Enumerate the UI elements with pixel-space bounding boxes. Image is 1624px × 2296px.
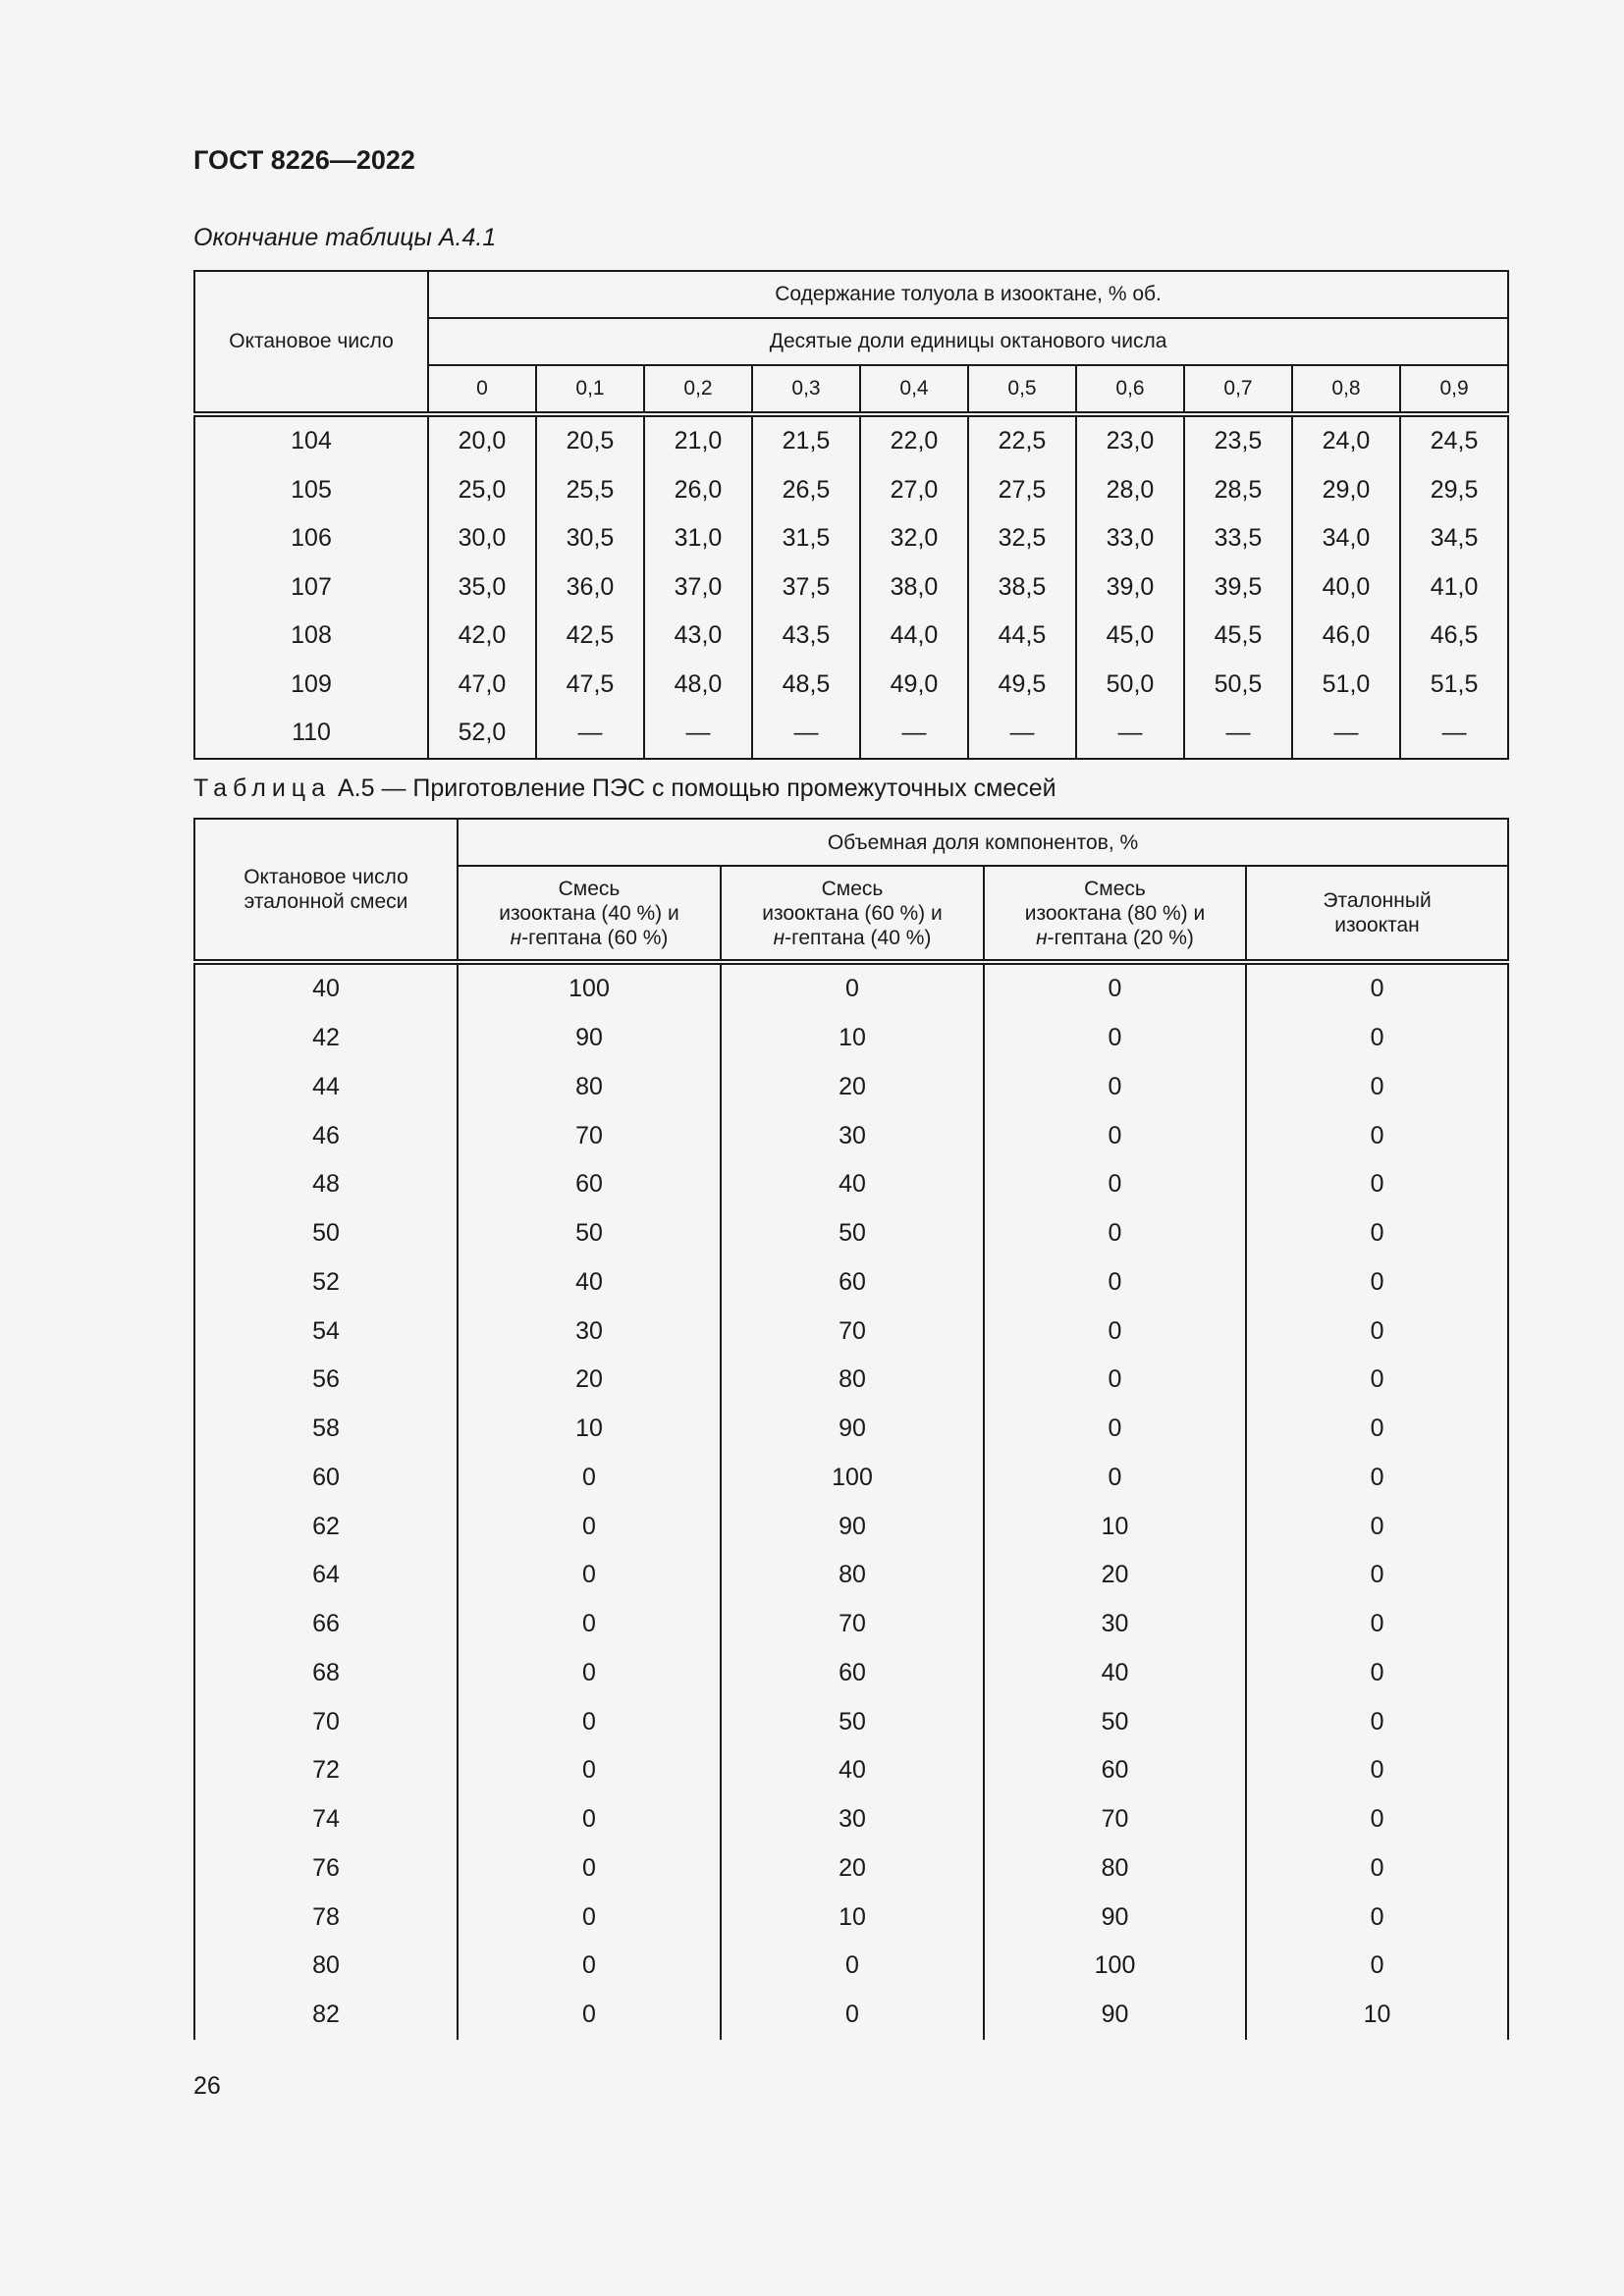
toluene-value-cell: 51,5 [1400, 661, 1508, 710]
toluene-value-cell: — [1184, 709, 1292, 759]
volume-fraction-cell: 0 [1246, 1258, 1508, 1308]
reference-octane-cell: 40 [194, 962, 458, 1014]
toluene-value-cell: 27,0 [860, 466, 968, 515]
reference-octane-cell: 60 [194, 1454, 458, 1503]
table-row [194, 1209, 1508, 1258]
volume-fraction-cell: 80 [721, 1551, 984, 1600]
volume-fraction-cell: 0 [984, 962, 1246, 1014]
col-header-line3 [985, 926, 1245, 950]
table-row [194, 1405, 1508, 1454]
toluene-value-cell: 23,0 [1076, 414, 1184, 466]
col-header-tenth: 0,1 [536, 365, 644, 414]
table1-caption: Окончание таблицы А.4.1 [193, 224, 497, 251]
volume-fraction-cell: 80 [721, 1356, 984, 1405]
reference-octane-cell: 42 [194, 1014, 458, 1063]
table-row [194, 1307, 1508, 1356]
volume-fraction-cell: 10 [721, 1014, 984, 1063]
table-row [194, 1356, 1508, 1405]
volume-fraction-cell: 0 [1246, 1209, 1508, 1258]
toluene-value-cell: 47,0 [428, 661, 536, 710]
reference-octane-cell: 62 [194, 1502, 458, 1551]
toluene-value-cell: 20,5 [536, 414, 644, 466]
col-header-tenth: 0 [428, 365, 536, 414]
toluene-value-cell: 49,0 [860, 661, 968, 710]
volume-fraction-cell: 0 [1246, 1454, 1508, 1503]
octane-number-cell: 106 [194, 514, 428, 563]
col-header-tenth: 0,3 [752, 365, 860, 414]
volume-fraction-cell: 0 [1246, 1356, 1508, 1405]
toluene-value-cell: 33,5 [1184, 514, 1292, 563]
page-number: 26 [193, 2072, 221, 2100]
toluene-value-cell: — [536, 709, 644, 759]
volume-fraction-cell: 90 [721, 1502, 984, 1551]
volume-fraction-cell: 20 [458, 1356, 721, 1405]
col-header-line2: изооктана (40 %) и [499, 901, 679, 925]
toluene-value-cell: 40,0 [1292, 563, 1400, 613]
reference-octane-cell: 70 [194, 1697, 458, 1746]
reference-octane-cell: 46 [194, 1111, 458, 1160]
volume-fraction-cell: 0 [1246, 1160, 1508, 1209]
toluene-value-cell: — [752, 709, 860, 759]
volume-fraction-cell: 0 [721, 962, 984, 1014]
volume-fraction-cell: 0 [1246, 1014, 1508, 1063]
col-header-tenth: 0,5 [968, 365, 1076, 414]
reference-octane-cell: 80 [194, 1942, 458, 1991]
volume-fraction-cell: 10 [1246, 1991, 1508, 2040]
volume-fraction-cell: 0 [984, 1209, 1246, 1258]
col-header-line2: изооктан [1334, 914, 1420, 936]
volume-fraction-cell: 0 [984, 1307, 1246, 1356]
document-title: ГОСТ 8226—2022 [193, 145, 415, 175]
table-a41 [193, 270, 1509, 760]
toluene-value-cell: 35,0 [428, 563, 536, 613]
volume-fraction-cell: 30 [984, 1600, 1246, 1649]
table-row [194, 1551, 1508, 1600]
volume-fraction-cell: 0 [1246, 1746, 1508, 1795]
col-header-tenth: 0,4 [860, 365, 968, 414]
toluene-value-cell: 52,0 [428, 709, 536, 759]
octane-number-cell: 107 [194, 563, 428, 613]
volume-fraction-cell: 100 [458, 962, 721, 1014]
volume-fraction-cell: 60 [721, 1258, 984, 1308]
reference-octane-cell: 82 [194, 1991, 458, 2040]
table-row [194, 1111, 1508, 1160]
toluene-value-cell: 48,5 [752, 661, 860, 710]
reference-octane-cell: 54 [194, 1307, 458, 1356]
volume-fraction-cell: 0 [984, 1356, 1246, 1405]
reference-octane-cell: 56 [194, 1356, 458, 1405]
volume-fraction-cell: 60 [721, 1649, 984, 1698]
volume-fraction-cell: 0 [458, 1795, 721, 1844]
volume-fraction-cell: 0 [458, 1600, 721, 1649]
row-header-line1: Октановое число [244, 866, 408, 888]
volume-fraction-cell: 0 [721, 1942, 984, 1991]
volume-fraction-cell: 20 [721, 1844, 984, 1894]
toluene-value-cell: 49,5 [968, 661, 1076, 710]
volume-fraction-cell: 0 [1246, 1063, 1508, 1112]
reference-octane-cell: 76 [194, 1844, 458, 1894]
volume-fraction-cell: 0 [984, 1014, 1246, 1063]
col-header-line3-text: -гептана (20 %) [1047, 926, 1194, 949]
table-row [194, 1795, 1508, 1844]
volume-fraction-cell: 60 [458, 1160, 721, 1209]
volume-fraction-cell: 0 [1246, 1942, 1508, 1991]
volume-fraction-cell: 0 [1246, 1111, 1508, 1160]
octane-number-cell: 108 [194, 612, 428, 661]
volume-fraction-cell: 80 [984, 1844, 1246, 1894]
toluene-value-cell: — [644, 709, 752, 759]
toluene-value-cell: 20,0 [428, 414, 536, 466]
col-header-line3-text: -гептана (60 %) [521, 926, 669, 949]
toluene-value-cell: — [1400, 709, 1508, 759]
volume-fraction-cell: 50 [458, 1209, 721, 1258]
toluene-value-cell: 43,5 [752, 612, 860, 661]
col-header-blend-60 [721, 866, 984, 962]
group-header-toluene: Содержание толуола в изооктане, % об. [428, 271, 1508, 318]
sub-header-tenths: Десятые доли единицы октанового числа [428, 318, 1508, 365]
toluene-value-cell: 46,5 [1400, 612, 1508, 661]
volume-fraction-cell: 100 [984, 1942, 1246, 1991]
toluene-value-cell: 46,0 [1292, 612, 1400, 661]
volume-fraction-cell: 40 [458, 1258, 721, 1308]
toluene-value-cell: 25,5 [536, 466, 644, 515]
reference-octane-cell: 72 [194, 1746, 458, 1795]
volume-fraction-cell: 0 [1246, 1405, 1508, 1454]
volume-fraction-cell: 70 [458, 1111, 721, 1160]
toluene-value-cell: 36,0 [536, 563, 644, 613]
reference-octane-cell: 68 [194, 1649, 458, 1698]
table-row [194, 1991, 1508, 2040]
toluene-value-cell: 43,0 [644, 612, 752, 661]
col-header-blend-40 [458, 866, 721, 962]
table-row [194, 1502, 1508, 1551]
volume-fraction-cell: 0 [1246, 1893, 1508, 1942]
toluene-value-cell: 30,0 [428, 514, 536, 563]
volume-fraction-cell: 0 [984, 1063, 1246, 1112]
toluene-value-cell: 45,0 [1076, 612, 1184, 661]
col-header-line1: Эталонный [1323, 889, 1432, 912]
table-row [194, 1600, 1508, 1649]
volume-fraction-cell: 0 [458, 1551, 721, 1600]
table-row [194, 466, 1508, 515]
toluene-value-cell: 34,0 [1292, 514, 1400, 563]
group-header-volume-fraction: Объемная доля компонентов, % [458, 819, 1508, 866]
volume-fraction-cell: 70 [721, 1307, 984, 1356]
volume-fraction-cell: 0 [1246, 1600, 1508, 1649]
volume-fraction-cell: 0 [721, 1991, 984, 2040]
toluene-value-cell: 34,5 [1400, 514, 1508, 563]
volume-fraction-cell: 20 [984, 1551, 1246, 1600]
toluene-value-cell: 30,5 [536, 514, 644, 563]
volume-fraction-cell: 90 [458, 1014, 721, 1063]
toluene-value-cell: 31,5 [752, 514, 860, 563]
volume-fraction-cell: 20 [721, 1063, 984, 1112]
toluene-value-cell: 51,0 [1292, 661, 1400, 710]
table-row [194, 612, 1508, 661]
col-header-blend-80 [984, 866, 1246, 962]
col-header-line3 [722, 926, 983, 950]
volume-fraction-cell: 0 [984, 1111, 1246, 1160]
table-row [194, 661, 1508, 710]
volume-fraction-cell: 0 [458, 1454, 721, 1503]
col-header-line3-text: -гептана (40 %) [785, 926, 932, 949]
toluene-value-cell: 22,5 [968, 414, 1076, 466]
reference-octane-cell: 78 [194, 1893, 458, 1942]
volume-fraction-cell: 0 [458, 1697, 721, 1746]
reference-octane-cell: 48 [194, 1160, 458, 1209]
toluene-value-cell: — [1292, 709, 1400, 759]
toluene-value-cell: 32,0 [860, 514, 968, 563]
octane-number-cell: 104 [194, 414, 428, 466]
table-row [194, 1063, 1508, 1112]
volume-fraction-cell: 80 [458, 1063, 721, 1112]
toluene-value-cell: 26,0 [644, 466, 752, 515]
row-header-octane: Октановое число [194, 271, 428, 414]
volume-fraction-cell: 0 [458, 1502, 721, 1551]
volume-fraction-cell: 10 [984, 1502, 1246, 1551]
n-prefix: н [510, 926, 522, 949]
table2-caption-text: А.5 — Приготовление ПЭС с помощью промежуточных смесей [331, 774, 1056, 802]
volume-fraction-cell: 0 [984, 1258, 1246, 1308]
toluene-value-cell: 31,0 [644, 514, 752, 563]
volume-fraction-cell: 0 [1246, 1307, 1508, 1356]
volume-fraction-cell: 90 [984, 1893, 1246, 1942]
toluene-value-cell: 38,0 [860, 563, 968, 613]
toluene-value-cell: — [968, 709, 1076, 759]
table-row [194, 1454, 1508, 1503]
volume-fraction-cell: 0 [1246, 1551, 1508, 1600]
volume-fraction-cell: 0 [458, 1893, 721, 1942]
reference-octane-cell: 50 [194, 1209, 458, 1258]
table-row [194, 962, 1508, 1014]
col-header-tenth: 0,7 [1184, 365, 1292, 414]
toluene-value-cell: 41,0 [1400, 563, 1508, 613]
toluene-value-cell: 42,0 [428, 612, 536, 661]
toluene-value-cell: 38,5 [968, 563, 1076, 613]
reference-octane-cell: 44 [194, 1063, 458, 1112]
table-row [194, 1160, 1508, 1209]
table-row [194, 1697, 1508, 1746]
volume-fraction-cell: 90 [984, 1991, 1246, 2040]
toluene-value-cell: 29,5 [1400, 466, 1508, 515]
volume-fraction-cell: 70 [721, 1600, 984, 1649]
volume-fraction-cell: 0 [458, 1844, 721, 1894]
toluene-value-cell: 26,5 [752, 466, 860, 515]
reference-octane-cell: 74 [194, 1795, 458, 1844]
table-row [194, 1649, 1508, 1698]
n-prefix: н [1036, 926, 1048, 949]
toluene-value-cell: 37,0 [644, 563, 752, 613]
toluene-value-cell: 50,0 [1076, 661, 1184, 710]
reference-octane-cell: 64 [194, 1551, 458, 1600]
toluene-value-cell: — [1076, 709, 1184, 759]
table-a5 [193, 818, 1509, 2040]
col-header-line2: изооктана (80 %) и [1024, 901, 1206, 925]
table-row [194, 563, 1508, 613]
volume-fraction-cell: 40 [984, 1649, 1246, 1698]
volume-fraction-cell: 0 [984, 1405, 1246, 1454]
toluene-value-cell: 24,0 [1292, 414, 1400, 466]
volume-fraction-cell: 50 [721, 1209, 984, 1258]
row-header-reference-octane [194, 819, 458, 962]
table2-caption [193, 774, 1056, 803]
volume-fraction-cell: 50 [721, 1697, 984, 1746]
toluene-value-cell: 44,5 [968, 612, 1076, 661]
toluene-value-cell: 32,5 [968, 514, 1076, 563]
volume-fraction-cell: 0 [1246, 1795, 1508, 1844]
volume-fraction-cell: 40 [721, 1746, 984, 1795]
reference-octane-cell: 52 [194, 1258, 458, 1308]
volume-fraction-cell: 30 [721, 1795, 984, 1844]
volume-fraction-cell: 0 [1246, 1697, 1508, 1746]
toluene-value-cell: 28,5 [1184, 466, 1292, 515]
toluene-value-cell: 29,0 [1292, 466, 1400, 515]
volume-fraction-cell: 10 [458, 1405, 721, 1454]
volume-fraction-cell: 0 [458, 1649, 721, 1698]
col-header-line1: Смесь [1084, 877, 1146, 900]
toluene-value-cell: 33,0 [1076, 514, 1184, 563]
col-header-tenth: 0,8 [1292, 365, 1400, 414]
toluene-value-cell: 27,5 [968, 466, 1076, 515]
octane-number-cell: 105 [194, 466, 428, 515]
col-header-line3 [459, 926, 720, 950]
toluene-value-cell: 45,5 [1184, 612, 1292, 661]
volume-fraction-cell: 0 [1246, 1502, 1508, 1551]
reference-octane-cell: 66 [194, 1600, 458, 1649]
volume-fraction-cell: 0 [984, 1454, 1246, 1503]
volume-fraction-cell: 0 [458, 1991, 721, 2040]
col-header-line1: Смесь [821, 877, 884, 900]
volume-fraction-cell: 0 [1246, 1649, 1508, 1698]
toluene-value-cell: 25,0 [428, 466, 536, 515]
volume-fraction-cell: 90 [721, 1405, 984, 1454]
volume-fraction-cell: 40 [721, 1160, 984, 1209]
col-header-line2: изооктана (60 %) и [762, 901, 943, 925]
table-row [194, 1014, 1508, 1063]
octane-number-cell: 109 [194, 661, 428, 710]
table-row [194, 1258, 1508, 1308]
table2-caption-prefix: Таблица [193, 774, 332, 802]
table-row [194, 414, 1508, 466]
volume-fraction-cell: 50 [984, 1697, 1246, 1746]
table-row [194, 1942, 1508, 1991]
table-row [194, 1893, 1508, 1942]
col-header-tenth: 0,2 [644, 365, 752, 414]
toluene-value-cell: 39,0 [1076, 563, 1184, 613]
col-header-reference-isooctane [1246, 866, 1508, 962]
table-row [194, 1746, 1508, 1795]
toluene-value-cell: — [860, 709, 968, 759]
toluene-value-cell: 21,0 [644, 414, 752, 466]
table-row [194, 709, 1508, 759]
volume-fraction-cell: 70 [984, 1795, 1246, 1844]
col-header-tenth: 0,6 [1076, 365, 1184, 414]
volume-fraction-cell: 0 [1246, 1844, 1508, 1894]
volume-fraction-cell: 100 [721, 1454, 984, 1503]
row-header-line2: эталонной смеси [244, 890, 408, 913]
toluene-value-cell: 21,5 [752, 414, 860, 466]
toluene-value-cell: 44,0 [860, 612, 968, 661]
volume-fraction-cell: 0 [984, 1160, 1246, 1209]
toluene-value-cell: 22,0 [860, 414, 968, 466]
toluene-value-cell: 47,5 [536, 661, 644, 710]
toluene-value-cell: 42,5 [536, 612, 644, 661]
volume-fraction-cell: 60 [984, 1746, 1246, 1795]
col-header-tenth: 0,9 [1400, 365, 1508, 414]
volume-fraction-cell: 30 [458, 1307, 721, 1356]
octane-number-cell: 110 [194, 709, 428, 759]
toluene-value-cell: 28,0 [1076, 466, 1184, 515]
n-prefix: н [773, 926, 785, 949]
volume-fraction-cell: 0 [458, 1942, 721, 1991]
toluene-value-cell: 24,5 [1400, 414, 1508, 466]
toluene-value-cell: 48,0 [644, 661, 752, 710]
table-row [194, 1844, 1508, 1894]
reference-octane-cell: 58 [194, 1405, 458, 1454]
volume-fraction-cell: 0 [1246, 962, 1508, 1014]
col-header-line1: Смесь [558, 877, 621, 900]
toluene-value-cell: 39,5 [1184, 563, 1292, 613]
toluene-value-cell: 50,5 [1184, 661, 1292, 710]
toluene-value-cell: 23,5 [1184, 414, 1292, 466]
table-row [194, 514, 1508, 563]
volume-fraction-cell: 0 [458, 1746, 721, 1795]
volume-fraction-cell: 10 [721, 1893, 984, 1942]
volume-fraction-cell: 30 [721, 1111, 984, 1160]
toluene-value-cell: 37,5 [752, 563, 860, 613]
